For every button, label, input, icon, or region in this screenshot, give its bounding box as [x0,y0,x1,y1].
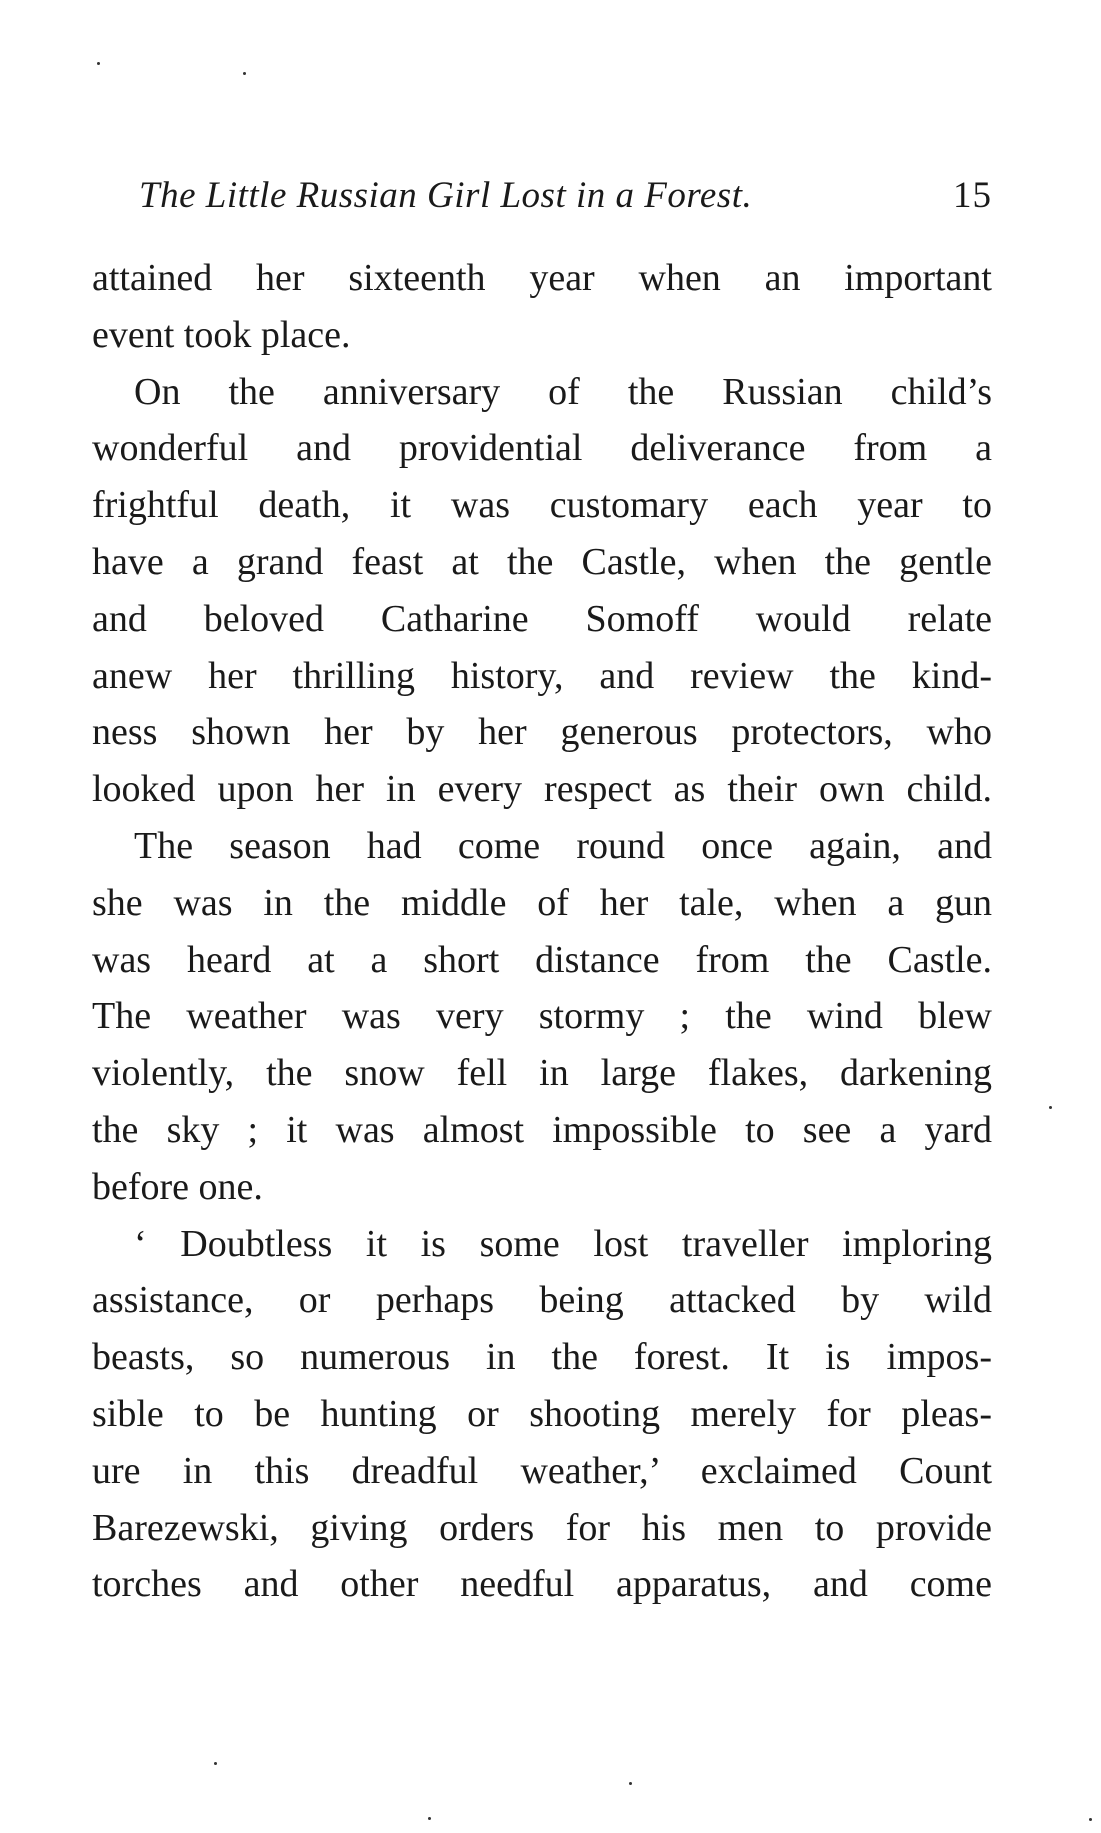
text-line: torches and other needful apparatus, and come [92,1563,992,1606]
text-line: attained her sixteenth year when an important [92,257,992,299]
text-line: assistance, or perhaps being attacked by wild [92,1279,992,1322]
paragraph-1 [92,250,992,364]
text-line: beasts, so numerous in the forest. It is impos- [92,1336,992,1379]
running-header [92,166,992,226]
print-speck [214,1762,217,1765]
paragraph-3 [92,818,992,1216]
print-speck [629,1782,632,1785]
text-line: On the anniversary of the Russian child’s [134,370,992,413]
text-line: ure in this dreadful weather,’ exclaimed Count [92,1449,992,1492]
print-speck [243,72,246,75]
text-line: have a grand feast at the Castle, when the gentle [92,540,992,583]
print-speck [428,1817,431,1820]
text-line: wonderful and providential deliverance from a [92,427,992,470]
text-line: ness shown her by her generous protectors, who [92,711,992,754]
print-speck [1049,1106,1052,1109]
paragraph-2 [92,364,992,818]
text-line: and beloved Catharine Somoff would relate [92,597,992,640]
page-number: 15 [953,175,992,216]
text-line: event took place. [92,313,351,356]
text-line: was heard at a short distance from the Castle. [92,938,992,981]
print-speck [1089,1818,1092,1821]
running-title: The Little Russian Girl Lost in a Forest. [139,175,753,216]
text-line: before one. [92,1165,263,1208]
body-text [92,250,992,1613]
text-line: she was in the middle of her tale, when a gun [92,881,992,924]
text-line: anew her thrilling history, and review the kind- [92,654,992,697]
text-line: looked upon her in every respect as their own child. [92,768,992,811]
text-line: frightful death, it was customary each year to [92,484,992,527]
text-line: Barezewski, giving orders for his men to provide [92,1506,992,1549]
text-line: sible to be hunting or shooting merely for pleas- [92,1392,992,1435]
text-line: The season had come round once again, and [134,824,992,867]
text-line: The weather was very stormy ; the wind blew [92,995,992,1038]
text-line: the sky ; it was almost impossible to see a yard [92,1108,992,1151]
paragraph-4 [92,1216,992,1614]
text-line: violently, the snow fell in large flakes, darkening [92,1052,992,1095]
print-speck [97,62,100,65]
text-line: ‘ Doubtless it is some lost traveller imploring [134,1222,992,1265]
